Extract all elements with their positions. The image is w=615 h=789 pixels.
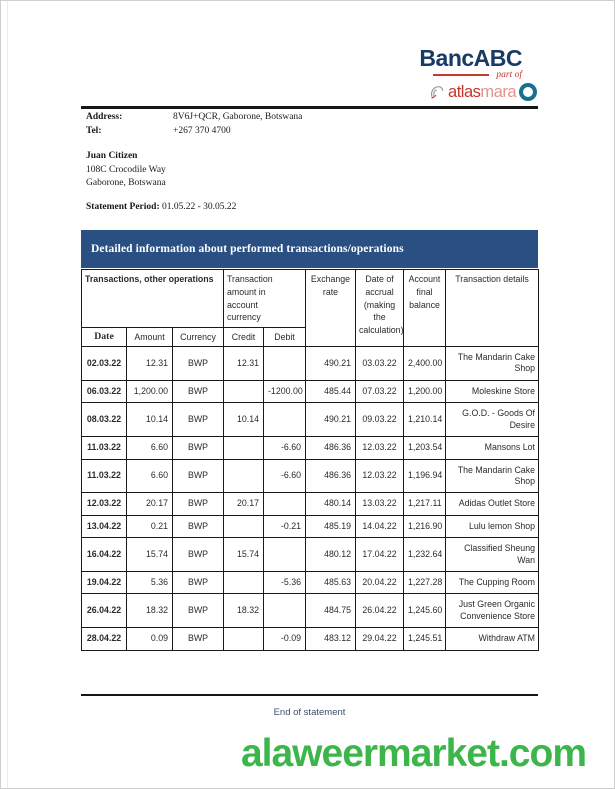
cell-currency: BWP	[173, 459, 224, 493]
cell-debit: -6.60	[264, 437, 306, 459]
cell-debit: -0.09	[264, 628, 306, 650]
cell-date: 11.03.22	[82, 459, 127, 493]
cell-currency: BWP	[173, 572, 224, 594]
cell-accrual_date: 14.04.22	[356, 515, 404, 537]
cell-credit	[224, 628, 264, 650]
customer-block	[86, 150, 166, 191]
cell-amount: 10.14	[127, 403, 173, 437]
cell-exchange_rate: 485.19	[306, 515, 356, 537]
cell-accrual_date: 17.04.22	[356, 538, 404, 572]
cell-details: The Mandarin Cake Shop	[446, 347, 539, 381]
cell-debit	[264, 538, 306, 572]
statement-period	[86, 202, 236, 212]
transaction-row	[82, 572, 539, 594]
cell-amount: 15.74	[127, 538, 173, 572]
cell-date: 13.04.22	[82, 515, 127, 537]
cell-details: G.O.D. - Goods Of Desire	[446, 403, 539, 437]
cell-accrual_date: 20.04.22	[356, 572, 404, 594]
transactions-body	[82, 347, 539, 651]
cell-exchange_rate: 485.44	[306, 380, 356, 402]
cell-balance: 1,203.54	[404, 437, 446, 459]
cell-amount: 6.60	[127, 459, 173, 493]
cell-debit: -5.36	[264, 572, 306, 594]
cell-exchange_rate: 484.75	[306, 594, 356, 628]
transaction-row	[82, 628, 539, 650]
cell-date: 26.04.22	[82, 594, 127, 628]
cell-currency: BWP	[173, 515, 224, 537]
transactions-section	[81, 230, 538, 651]
cell-details: Withdraw ATM	[446, 628, 539, 650]
cell-date: 02.03.22	[82, 347, 127, 381]
header-transaction-details: Transaction details	[446, 270, 539, 347]
atlasmara-logo	[419, 83, 537, 101]
table-title-bar: Detailed information about performed transactions/operations	[81, 230, 538, 268]
cell-debit: -1200.00	[264, 380, 306, 402]
page-edge-line	[7, 1, 8, 788]
cell-amount: 18.32	[127, 594, 173, 628]
transaction-row	[82, 347, 539, 381]
customer-name: Juan Citizen	[86, 151, 138, 161]
cell-balance: 1,245.51	[404, 628, 446, 650]
cell-exchange_rate: 480.12	[306, 538, 356, 572]
cell-exchange_rate: 480.14	[306, 493, 356, 515]
statement-period-value: 01.05.22 - 30.05.22	[161, 202, 237, 212]
cell-accrual_date: 09.03.22	[356, 403, 404, 437]
cell-accrual_date: 07.03.22	[356, 380, 404, 402]
statement-period-label: Statement Period:	[86, 202, 160, 212]
atlasmara-word-secondary: mara	[480, 83, 516, 101]
cell-accrual_date: 12.03.22	[356, 437, 404, 459]
cell-date: 16.04.22	[82, 538, 127, 572]
cell-amount: 1,200.00	[127, 380, 173, 402]
header-amount: Amount	[127, 328, 173, 347]
cell-balance: 1,217.11	[404, 493, 446, 515]
cell-balance: 1,196.94	[404, 459, 446, 493]
transaction-row	[82, 380, 539, 402]
transaction-row	[82, 515, 539, 537]
cell-amount: 6.60	[127, 437, 173, 459]
cell-credit: 12.31	[224, 347, 264, 381]
lion-emblem-icon	[429, 84, 446, 101]
address-row	[86, 111, 302, 125]
cell-currency: BWP	[173, 403, 224, 437]
tel-row	[86, 125, 302, 139]
header-exchange-rate: Exchange rate	[306, 270, 356, 347]
cell-amount: 20.17	[127, 493, 173, 515]
cell-credit	[224, 437, 264, 459]
cell-credit: 18.32	[224, 594, 264, 628]
header-row-groups	[82, 270, 539, 328]
cell-balance: 1,245.60	[404, 594, 446, 628]
transaction-row	[82, 493, 539, 515]
header-currency: Currency	[173, 328, 224, 347]
cell-currency: BWP	[173, 493, 224, 515]
transaction-row	[82, 594, 539, 628]
cell-currency: BWP	[173, 628, 224, 650]
header-credit: Credit	[224, 328, 264, 347]
cell-exchange_rate: 483.12	[306, 628, 356, 650]
header-date-of-accrual: Date of accrual (making the calculation)	[356, 270, 404, 347]
cell-details: Lulu lemon Shop	[446, 515, 539, 537]
cell-debit	[264, 347, 306, 381]
cell-currency: BWP	[173, 538, 224, 572]
atlasmara-ring-icon	[519, 83, 537, 101]
cell-debit	[264, 594, 306, 628]
cell-amount: 0.21	[127, 515, 173, 537]
cell-date: 08.03.22	[82, 403, 127, 437]
cell-details: Just Green Organic Convenience Store	[446, 594, 539, 628]
cell-details: Moleskine Store	[446, 380, 539, 402]
logo-part-of-row	[419, 70, 522, 80]
cell-credit: 10.14	[224, 403, 264, 437]
header-amount-group-text: Transaction amount in account currency	[227, 274, 273, 323]
transaction-row	[82, 403, 539, 437]
header-divider-line	[81, 106, 538, 109]
header-amount-group	[224, 270, 306, 328]
cell-details: The Cupping Room	[446, 572, 539, 594]
cell-date: 06.03.22	[82, 380, 127, 402]
watermark-text: alaweermarket.com	[240, 732, 586, 775]
cell-balance: 1,210.14	[404, 403, 446, 437]
cell-credit	[224, 380, 264, 402]
cell-balance: 1,227.28	[404, 572, 446, 594]
cell-credit	[224, 515, 264, 537]
cell-credit: 20.17	[224, 493, 264, 515]
part-of-label: part of	[496, 70, 522, 80]
header-account-final-balance: Account final balance	[404, 270, 446, 347]
header-date: Date	[82, 328, 127, 347]
header-transactions-group: Transactions, other operations	[82, 270, 224, 328]
cell-details: Mansons Lot	[446, 437, 539, 459]
transaction-row	[82, 538, 539, 572]
cell-balance: 1,216.90	[404, 515, 446, 537]
cell-exchange_rate: 486.36	[306, 459, 356, 493]
cell-exchange_rate: 490.21	[306, 403, 356, 437]
tel-value: +267 370 4700	[173, 125, 231, 136]
end-of-statement-text: End of statement	[273, 707, 346, 718]
cell-balance: 1,200.00	[404, 380, 446, 402]
bank-logo	[419, 46, 537, 101]
address-value: 8V6J+QCR, Gaborone, Botswana	[173, 112, 303, 122]
cell-debit	[264, 403, 306, 437]
cell-currency: BWP	[173, 594, 224, 628]
cell-amount: 5.36	[127, 572, 173, 594]
cell-accrual_date: 29.04.22	[356, 628, 404, 650]
customer-address-line2: Gaborone, Botswana	[86, 178, 166, 188]
cell-exchange_rate: 486.36	[306, 437, 356, 459]
tel-label: Tel:	[86, 125, 102, 136]
cell-date: 28.04.22	[82, 628, 127, 650]
atlasmara-wordmark	[448, 83, 516, 101]
cell-details: Adidas Outlet Store	[446, 493, 539, 515]
cell-accrual_date: 03.03.22	[356, 347, 404, 381]
cell-amount: 12.31	[127, 347, 173, 381]
footer-divider-line	[81, 694, 538, 696]
transactions-table	[81, 269, 539, 651]
cell-debit: -6.60	[264, 459, 306, 493]
cell-accrual_date: 26.04.22	[356, 594, 404, 628]
cell-amount: 0.09	[127, 628, 173, 650]
cell-date: 12.03.22	[82, 493, 127, 515]
cell-exchange_rate: 485.63	[306, 572, 356, 594]
cell-date: 11.03.22	[82, 437, 127, 459]
address-label: Address:	[86, 112, 123, 122]
cell-currency: BWP	[173, 380, 224, 402]
atlasmara-word-primary: atlas	[448, 83, 481, 101]
cell-date: 19.04.22	[82, 572, 127, 594]
logo-divider-line	[433, 74, 489, 76]
bank-contact-block	[86, 111, 302, 138]
cell-debit: -0.21	[264, 515, 306, 537]
cell-balance: 2,400.00	[404, 347, 446, 381]
cell-debit	[264, 493, 306, 515]
cell-accrual_date: 13.03.22	[356, 493, 404, 515]
cell-accrual_date: 12.03.22	[356, 459, 404, 493]
bank-name: BancABC	[419, 45, 522, 71]
cell-details: The Mandarin Cake Shop	[446, 459, 539, 493]
cell-credit: 15.74	[224, 538, 264, 572]
cell-currency: BWP	[173, 347, 224, 381]
transaction-row	[82, 437, 539, 459]
header-debit: Debit	[264, 328, 306, 347]
cell-credit	[224, 459, 264, 493]
cell-details: Classified Sheung Wan	[446, 538, 539, 572]
cell-exchange_rate: 490.21	[306, 347, 356, 381]
transaction-row	[82, 459, 539, 493]
cell-balance: 1,232.64	[404, 538, 446, 572]
cell-credit	[224, 572, 264, 594]
customer-address-line1: 108C Crocodile Way	[86, 164, 166, 175]
cell-currency: BWP	[173, 437, 224, 459]
